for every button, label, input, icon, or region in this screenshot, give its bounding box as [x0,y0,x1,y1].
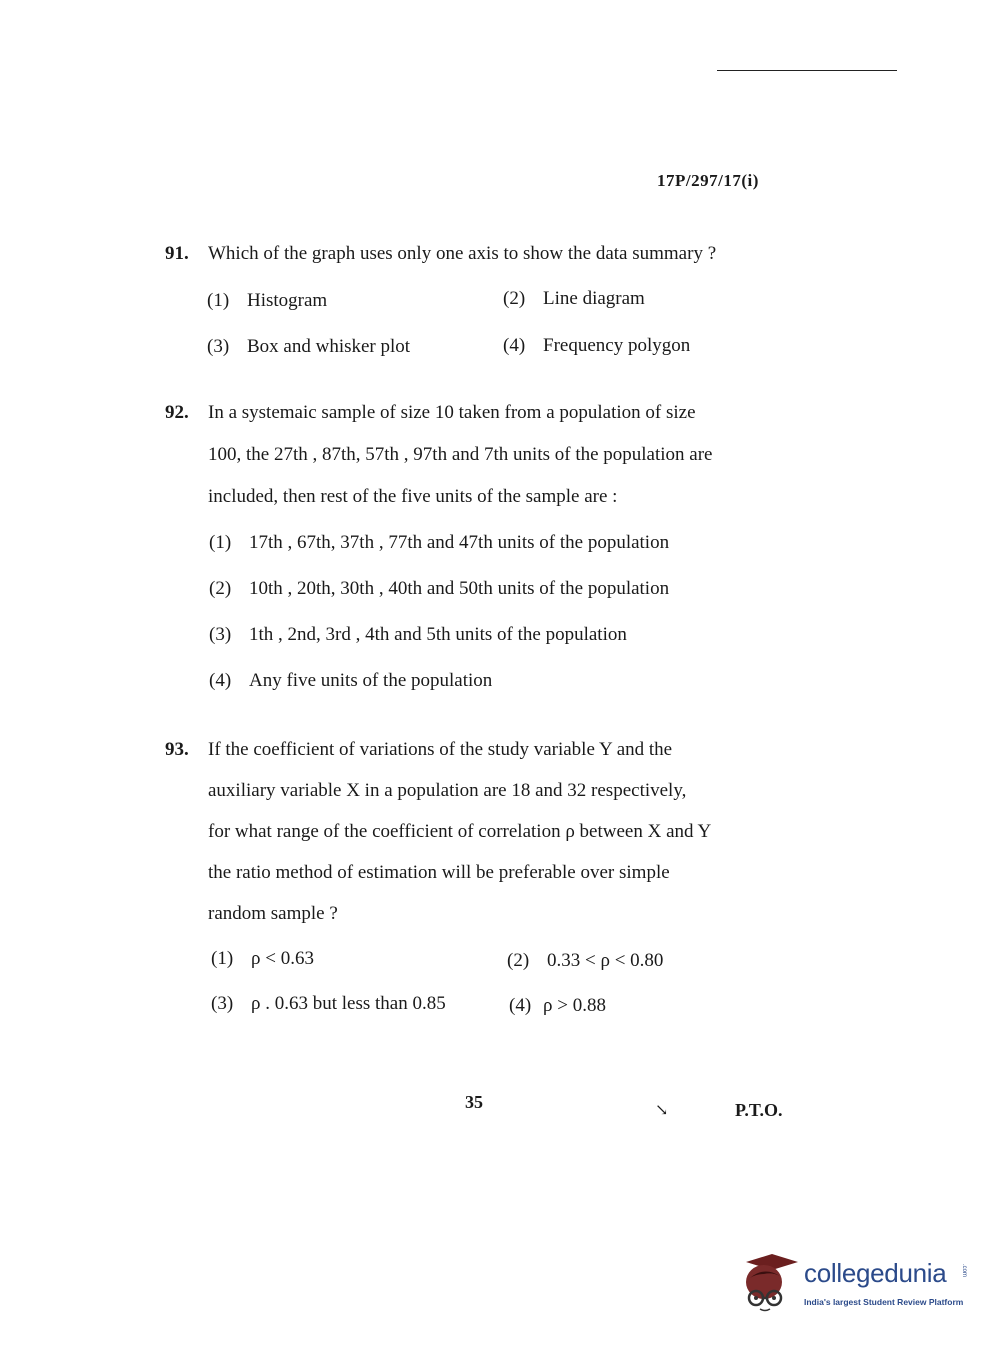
question-line: If the coefficient of variations of the study variable Y and the [208,739,673,760]
question-line: In a systemaic sample of size 10 taken from a population of size [208,402,696,423]
paper-code: 17P/297/17(i) [657,171,759,190]
option-92-3: (3) 1th , 2nd, 3rd , 4th and 5th units of the population [209,624,627,645]
question-line: random sample ? [208,903,338,924]
option-93-3: (3) ρ . 0.63 but less than 0.85 [211,993,446,1014]
option-91-3: (3) Box and whisker plot [207,336,411,357]
pto-label: P.T.O. [735,1100,783,1120]
arrow-mark-icon: ↘ [655,1102,669,1119]
option-91-1: (1) Histogram [207,290,328,311]
option-91-2: (2) Line diagram [503,288,645,309]
option-92-1: (1) 17th , 67th, 37th , 77th and 47th units of the population [209,532,670,553]
page-number: 35 [465,1092,483,1112]
option-93-2: (2) 0.33 < ρ < 0.80 [507,950,664,971]
top-rule [717,70,897,71]
question-line: auxiliary variable X in a population are 18 and 32 respectively, [208,780,687,801]
question-number: 92. [165,402,189,423]
option-91-4: (4) Frequency polygon [503,335,691,356]
collegedunia-logo [742,1252,972,1322]
question-number: 93. [165,739,189,760]
question-line: for what range of the coefficient of correlation ρ between X and Y [208,821,712,842]
option-93-4: (4) ρ > 0.88 [509,995,606,1016]
option-92-4: (4) Any five units of the population [209,670,493,691]
brand-name: collegedunia [804,1258,947,1288]
question-line: the ratio method of estimation will be preferable over simple [208,862,670,883]
student-mascot-icon [742,1252,798,1314]
question-line: 100, the 27th , 87th, 57th , 97th and 7th units of the population are [208,444,713,465]
question-number: 91. [165,243,189,264]
brand-tld: .com [961,1264,967,1278]
question-line: included, then rest of the five units of the sample are : [208,486,618,507]
question-line: Which of the graph uses only one axis to show the data summary ? [208,243,717,264]
option-92-2: (2) 10th , 20th, 30th , 40th and 50th units of the population [209,578,670,599]
brand-tagline: India's largest Student Review Platform [804,1297,964,1307]
option-93-1: (1) ρ < 0.63 [211,948,314,969]
